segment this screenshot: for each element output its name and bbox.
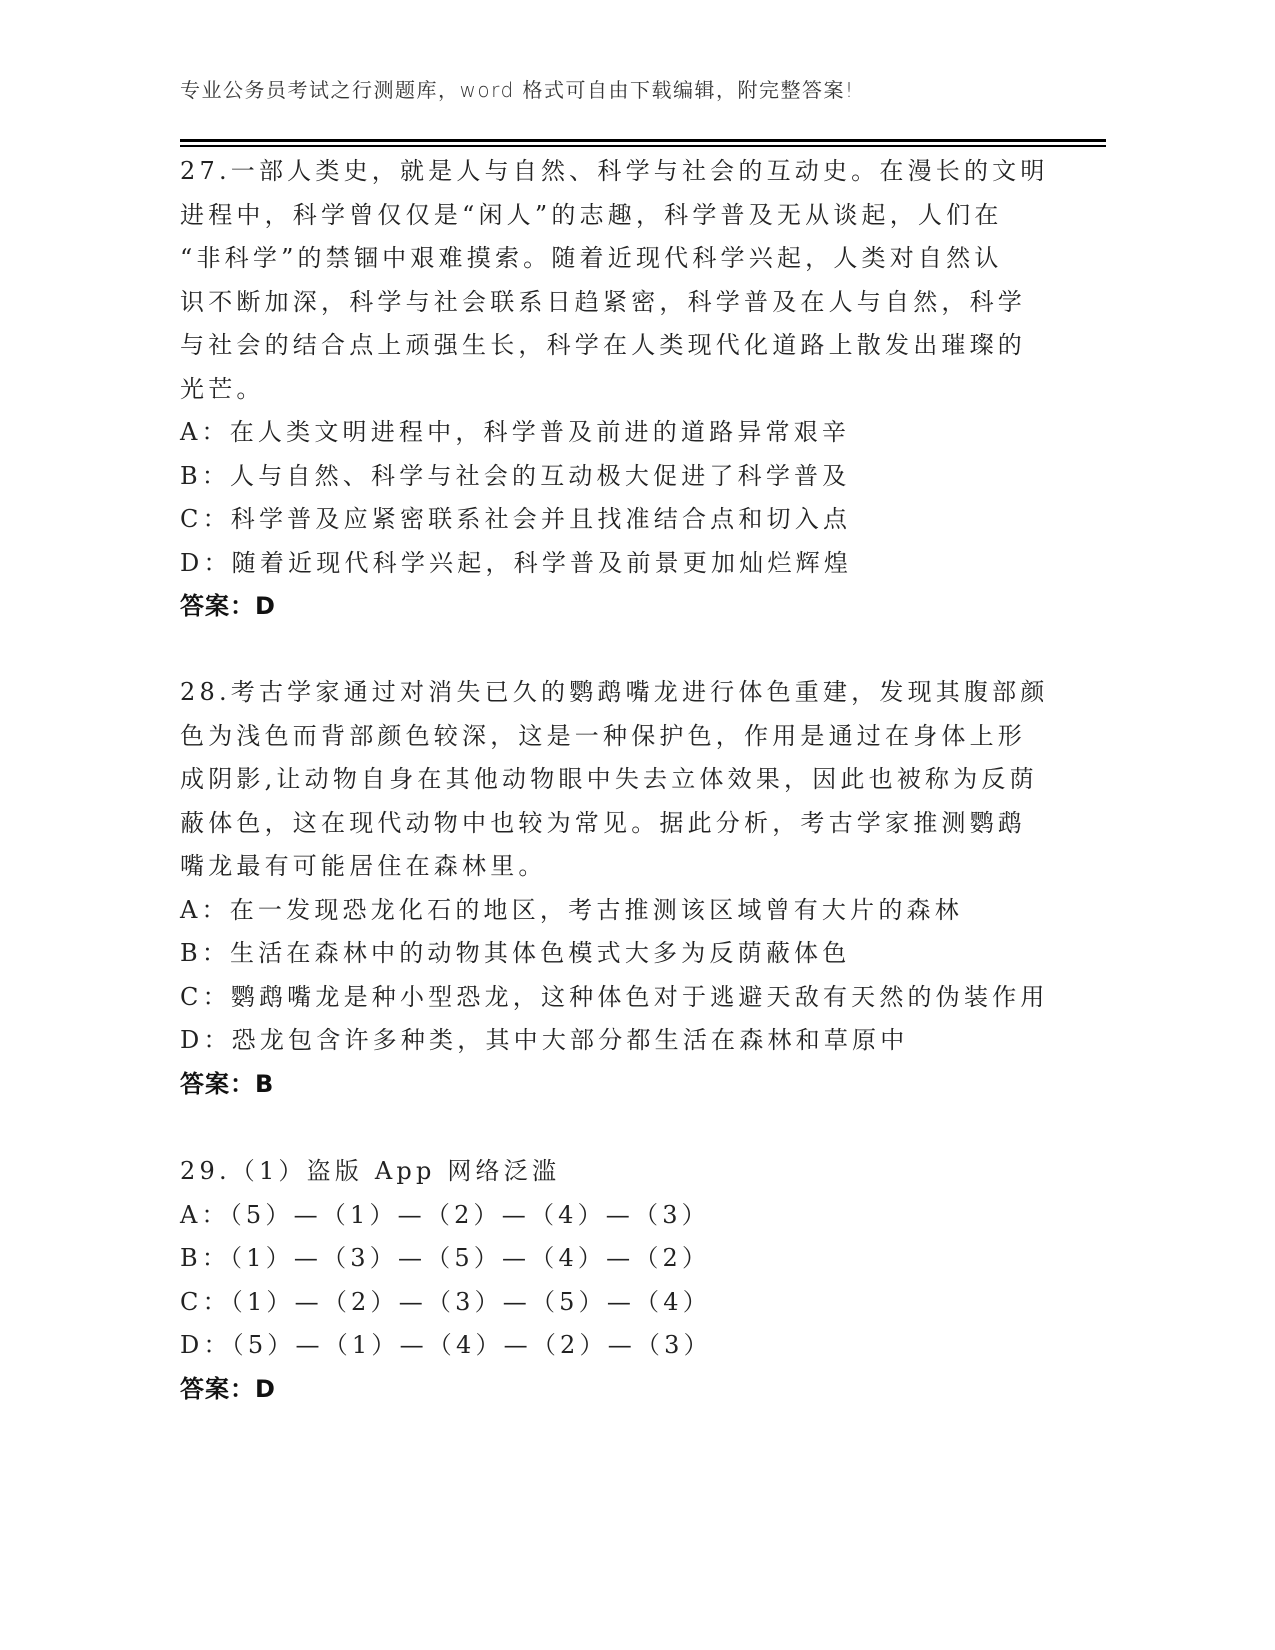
option-d: D：随着近现代科学兴起，科学普及前景更加灿烂辉煌 (180, 548, 853, 577)
question-text-line: 成阴影,让动物自身在其他动物眼中失去立体效果，因此也被称为反荫 (180, 765, 1038, 793)
answer: 答案：D (180, 592, 276, 620)
question-text-line: 与社会的结合点上顽强生长，科学在人类现代化道路上散发出璀璨的 (180, 331, 1026, 359)
option-b: B：（1）—（3）—（5）—（4）—（2） (180, 1244, 711, 1272)
question-text-line: 识不断加深，科学与社会联系日趋紧密，科学普及在人与自然，科学 (180, 287, 1026, 316)
question-text-line: 色为浅色而背部颜色较深，这是一种保护色，作用是通过在身体上形 (180, 721, 1026, 750)
option-b: B：人与自然、科学与社会的互动极大促进了科学普及 (180, 461, 851, 490)
answer: 答案：B (180, 1069, 275, 1098)
question-text-line: “非科学”的禁锢中艰难摸索。随着近现代科学兴起，人类对自然认 (180, 244, 1003, 272)
question-text-line: 29.（1）盗版 App 网络泛滥 (180, 1157, 561, 1185)
question-text-line: 蔽体色，这在现代动物中也较为常见。据此分析，考古学家推测鹦鹉 (180, 808, 1026, 837)
header-divider-thick (180, 139, 1106, 142)
question-text-line: 27.一部人类史，就是人与自然、科学与社会的互动史。在漫长的文明 (180, 157, 1049, 185)
question-text-line: 进程中，科学曾仅仅是“闲人”的志趣，科学普及无从谈起，人们在 (180, 200, 1003, 229)
question-text-line: 光芒。 (180, 374, 265, 403)
question-29 (180, 1150, 712, 1411)
question-28 (180, 671, 1049, 1106)
option-c: C：鹦鹉嘴龙是种小型恐龙，这种体色对于逃避天敌有天然的伪装作用 (180, 982, 1049, 1011)
header-divider-thin (180, 145, 1106, 147)
option-b: B：生活在森林中的动物其体色模式大多为反荫蔽体色 (180, 939, 851, 967)
answer: 答案：D (180, 1374, 276, 1403)
option-c: C：科学普及应紧密联系社会并且找准结合点和切入点 (180, 505, 852, 533)
option-d: D：（5）—（1）—（4）—（2）—（3） (180, 1331, 712, 1359)
question-27 (180, 150, 1049, 629)
page-header: 专业公务员考试之行测题库，word 格式可自由下载编辑，附完整答案! (180, 78, 855, 102)
option-a: A：在一发现恐龙化石的地区，考古推测该区域曾有大片的森林 (180, 895, 963, 924)
question-text-line: 嘴龙最有可能居住在森林里。 (180, 852, 547, 880)
option-a: A：（5）—（1）—（2）—（4）—（3） (180, 1200, 710, 1229)
option-d: D：恐龙包含许多种类，其中大部分都生活在森林和草原中 (180, 1026, 909, 1054)
option-a: A：在人类文明进程中，科学普及前进的道路异常艰辛 (180, 418, 851, 446)
question-text-line: 28.考古学家通过对消失已久的鹦鹉嘴龙进行体色重建，发现其腹部颜 (180, 678, 1049, 706)
option-c: C：（1）—（2）—（3）—（5）—（4） (180, 1287, 711, 1316)
